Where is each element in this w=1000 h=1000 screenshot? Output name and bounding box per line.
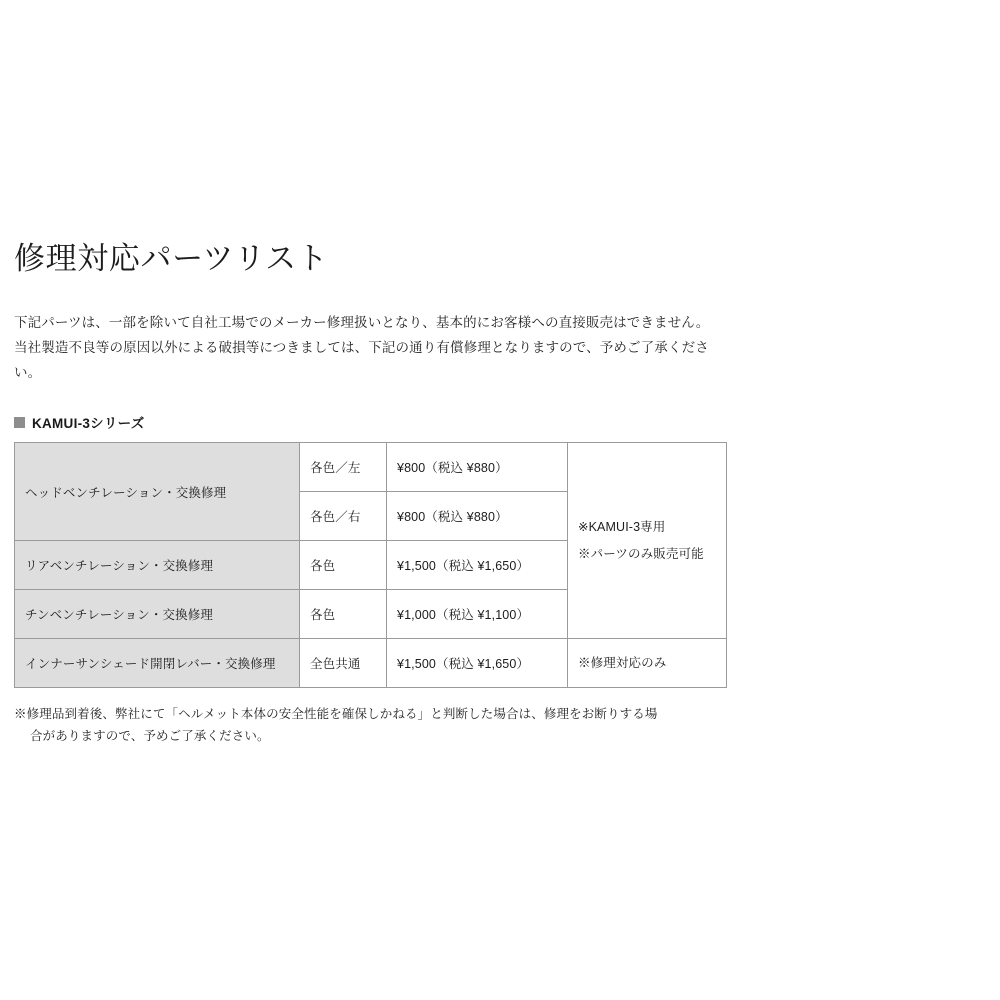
table-row — [15, 443, 727, 492]
part-color-cell: 各色 — [300, 541, 387, 590]
section-heading-label: KAMUI-3シリーズ — [32, 416, 145, 432]
part-note-cell — [568, 443, 727, 639]
part-color-cell: 各色／左 — [300, 443, 387, 492]
section-heading-kamui3 — [14, 412, 714, 432]
part-price-cell: ¥1,500（税込 ¥1,650） — [387, 639, 568, 688]
part-color-cell: 全色共通 — [300, 639, 387, 688]
part-name-cell: リアベンチレーション・交換修理 — [15, 541, 300, 590]
part-color-cell: 各色 — [300, 590, 387, 639]
repair-parts-table — [14, 442, 727, 688]
note-kamui-only: ※KAMUI-3専用 — [578, 520, 666, 535]
square-bullet-icon — [14, 417, 25, 428]
note-parts-sale: ※パーツのみ販売可能 — [578, 546, 704, 561]
table-row — [15, 639, 727, 688]
part-name-cell: チンベンチレーション・交換修理 — [15, 590, 300, 639]
intro-line-1: 下記パーツは、一部を除いて自社工場でのメーカー修理扱いとなり、基本的にお客様への直接販売はできません。 — [14, 315, 710, 331]
part-name-cell: インナーサンシェード開閉レバー・交換修理 — [15, 639, 300, 688]
part-price-cell: ¥800（税込 ¥880） — [387, 492, 568, 541]
footnote-line-2: 合がありますので、予めご了承ください。 — [30, 728, 270, 743]
part-name-cell: ヘッドベンチレーション・交換修理 — [15, 443, 300, 541]
page-title: 修理対応パーツリスト — [14, 241, 329, 276]
footnote — [14, 704, 714, 748]
intro-line-2: 当社製造不良等の原因以外による破損等につきましては、下記の通り有償修理となりますので、予めご了承ください。 — [14, 340, 709, 381]
part-price-cell: ¥800（税込 ¥880） — [387, 443, 568, 492]
part-note-cell: ※修理対応のみ — [568, 639, 727, 688]
document-content — [14, 240, 714, 748]
part-price-cell: ¥1,500（税込 ¥1,650） — [387, 541, 568, 590]
top-margin — [0, 0, 1000, 3]
part-color-cell: 各色／右 — [300, 492, 387, 541]
footnote-line-1: ※修理品到着後、弊社にて「ヘルメット本体の安全性能を確保しかねる」と判断した場合は、修理をお断りする場 — [14, 707, 658, 722]
part-price-cell: ¥1,000（税込 ¥1,100） — [387, 590, 568, 639]
intro-paragraph — [14, 311, 714, 386]
